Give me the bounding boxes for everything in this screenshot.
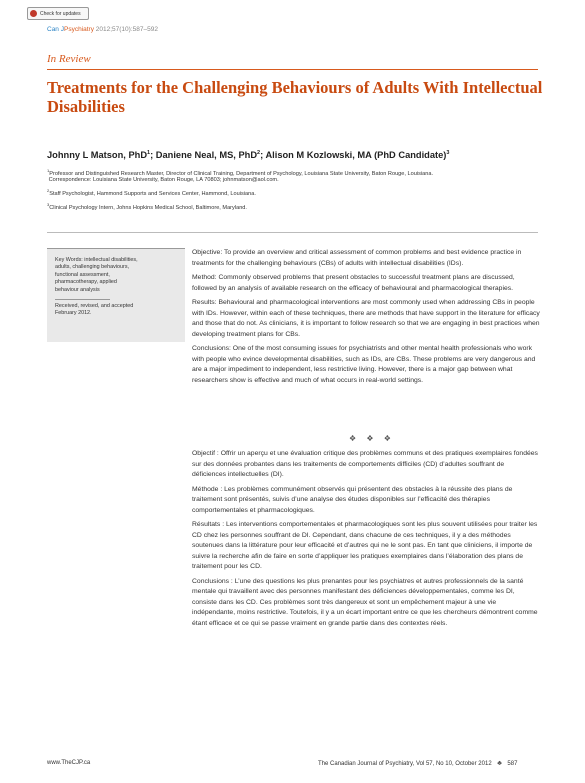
abstract-objective: Objective: To provide an overview and critical assessment of common problems and best evidence practice in treatments for the challenging behaviours (CBs) of adults with intellectual disabilities (IDs). bbox=[192, 249, 522, 267]
author-3: ; Alison M Kozlowski, MA (PhD Candidate) bbox=[260, 150, 447, 161]
journal-citation bbox=[47, 26, 158, 33]
author-2: ; Daniene Neal, MS, PhD bbox=[150, 150, 258, 161]
page-number: 587 bbox=[507, 761, 518, 767]
article-title: Treatments for the Challenging Behaviours of Adults With Intellectual Disabilities bbox=[47, 78, 543, 116]
header-divider bbox=[47, 232, 538, 233]
abstract-french bbox=[192, 449, 540, 633]
affiliation-3 bbox=[47, 201, 547, 212]
resume-resultats: Résultats : Les interventions comportementales et pharmacologiques sont les plus souvent utilisées pour traiter les CD chez les personnes souffrant de DI. Cependant, dans chacune de ces techniques, il y a des méthodes soutenues dans la littérature pour leur efficacité et d’autres qui ne le sont pas. En tant que cliniciens, il importe de suivre la recherche afin de faire en sorte d’appliquer les pratiques exemplaires dans l’élaboration des plans de traitement pour les CD. bbox=[192, 521, 538, 570]
author-2-sup: 2 bbox=[257, 150, 261, 156]
journal-suffix: Psychiatry bbox=[63, 26, 94, 33]
keywords: Key Words: intellectual disabilities, adults, challenging behaviours, functional assessment, pharmacotherapy, applied behaviour analysis bbox=[55, 257, 138, 293]
journal-prefix: Can J bbox=[47, 26, 64, 33]
author-1-sup: 1 bbox=[147, 150, 151, 156]
abstract-english bbox=[192, 248, 540, 390]
affiliation-sup: 1 bbox=[47, 168, 50, 173]
abstract-results: Results: Behavioural and pharmacological interventions are most commonly used when addressing CBs in people with IDs. However, within each of these techniques, there are methods that have support in the literature for efficacy and those that do not. As clinicians, it is important to follow research so that we are engaging in best practices when developing treatment plans for CBs. bbox=[192, 299, 540, 338]
author-line bbox=[47, 150, 449, 160]
footer-journal: The Canadian Journal of Psychiatry, Vol 57, No 10, October 2012 bbox=[318, 761, 492, 767]
affiliation-2 bbox=[47, 187, 547, 198]
section-label: In Review bbox=[47, 53, 91, 65]
citation-ref: 2012;57(10):587–592 bbox=[93, 26, 158, 33]
resume-objectif: Objectif : Offrir un aperçu et une évaluation critique des problèmes communs et des pratiques exemplaires fondées sur des données probantes dans les traitements de comportements difficiles (CD) d’adultes souffrant de déficiences intellectuelles (DI). bbox=[192, 450, 538, 478]
abstract-method: Method: Commonly observed problems that present obstacles to successful treatment plans are discussed, followed by an analysis of available research on the efficacy of behavioural and pharmacological therapies. bbox=[192, 274, 515, 292]
keywords-box bbox=[47, 248, 185, 342]
affiliation-text: Correspondence: Louisiana State University, Baton Rouge, LA 70803; johnmatson@aol.com. bbox=[48, 177, 279, 183]
maple-leaf-icon: ♣ bbox=[493, 760, 506, 767]
check-for-updates-badge[interactable] bbox=[27, 7, 89, 20]
affiliation-text: Professor and Distinguished Research Master, Director of Clinical Training, Department of Psychology, Louisiana State University, Baton Rouge, Louisiana. bbox=[49, 170, 434, 177]
journal-website-link[interactable]: www.TheCJP.ca bbox=[47, 760, 91, 766]
abstract-divider-icon: ❖ ❖ ❖ bbox=[349, 434, 395, 443]
crossmark-icon bbox=[30, 10, 37, 17]
affiliation-sup: 3 bbox=[47, 202, 50, 207]
section-divider bbox=[47, 69, 538, 70]
resume-conclusions: Conclusions : L’une des questions les plus prenantes pour les psychiatres et autres professionnels de la santé mentale qui travaillent avec des personnes manifestant des déficiences développementales, comme les DI, consiste dans les CD. Ces problèmes sont très dangereux et sont un empêchement majeur à une vie indépendante, moins restrictive. Toutefois, il y a un écart important entre ce que les chercheurs démontrent comme étant efficace et ce qui se passe vraiment en grande partie dans des contextes réels. bbox=[192, 577, 538, 627]
affiliation-sup: 2 bbox=[47, 188, 50, 193]
abstract-conclusions: Conclusions: One of the most consuming issues for psychiatrists and other mental health professionals who work with people who evince developmental disabilities, such as IDs, are CBs. These problems are very dangerous and are a major impediment to independent, less restrictive living. However, there is a major gap between what researchers show is effective and much of what occurs in real-world settings. bbox=[192, 345, 536, 384]
badge-label: Check for updates bbox=[40, 10, 81, 17]
keywords-divider bbox=[55, 299, 110, 300]
correspondence bbox=[47, 176, 547, 184]
author-3-sup: 3 bbox=[446, 150, 450, 156]
affiliation-text: Clinical Psychology Intern, Johns Hopkins Medical School, Baltimore, Maryland. bbox=[49, 204, 247, 211]
footer-journal-info bbox=[318, 760, 517, 767]
affiliation-text: Staff Psychologist, Hammond Supports and Services Center, Hammond, Louisiana. bbox=[49, 190, 256, 197]
received-date: Received, revised, and accepted February 2012. bbox=[55, 303, 134, 317]
resume-methode: Méthode : Les problèmes communément observés qui présentent des obstacles à la réussite des plans de traitement sont présentés, suivis d’une analyse des études disponibles sur l’efficacité des thérapies comportementales et pharmacologiques. bbox=[192, 485, 513, 514]
author-1: Johnny L Matson, PhD bbox=[47, 150, 148, 161]
